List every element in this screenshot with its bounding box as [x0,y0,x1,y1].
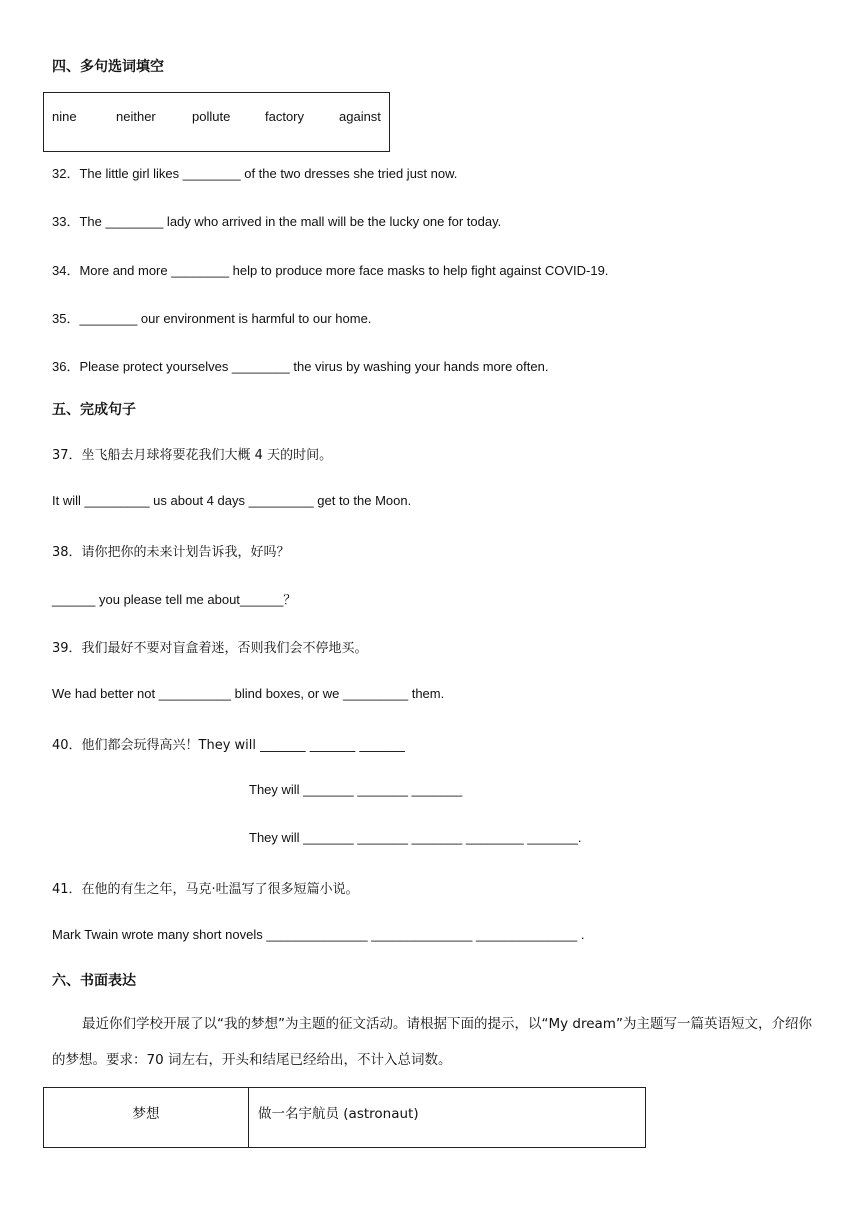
writing-instruction: 最近你们学校开展了以“我的梦想”为主题的征文活动。请根据下面的提示，以“My dream”为主题写一篇英语短文，介绍你的梦想。要求：70 词左右，开头和结尾已经给出，不计入总词数。 [52,1016,812,1068]
section-6-title: 六、书面表达 [52,973,136,989]
table-row [44,1088,646,1148]
question-40-line-1: 40．他们都会玩得高兴！They will _______ _______ _______ [52,738,405,753]
section-4-title: 四、多句选词填空 [52,59,164,75]
question-34: 34．More and more ________ help to produce more face masks to help fight against COVID-19. [52,263,609,278]
hint-value-cell: 做一名宇航员 (astronaut) [249,1088,646,1148]
word-bank-item: pollute [192,109,231,124]
question-38-chinese: 38．请你把你的未来计划告诉我，好吗？ [52,545,290,560]
question-37-english: It will _________ us about 4 days _________ get to the Moon. [52,493,412,508]
question-41-chinese: 41．在他的有生之年，马克·吐温写了很多短篇小说。 [52,882,359,897]
word-bank-box [43,92,390,152]
question-39-english: We had better not __________ blind boxes, or we _________ them. [52,686,445,701]
question-40-line-3: They will _______ _______ _______ ________ _______. [249,830,582,845]
question-39-chinese: 39．我们最好不要对盲盒着迷，否则我们会不停地买。 [52,641,368,656]
section-5-title: 五、完成句子 [52,402,136,418]
word-bank-item: nine [52,109,77,124]
question-36: 36．Please protect yourselves ________ the virus by washing your hands more often. [52,359,549,374]
hint-label-cell: 梦想 [44,1088,249,1148]
question-37-chinese: 37．坐飞船去月球将要花我们大概 4 天的时间。 [52,448,333,463]
question-32: 32．The little girl likes ________ of the two dresses she tried just now. [52,166,458,181]
question-33: 33．The ________ lady who arrived in the mall will be the lucky one for today. [52,214,502,229]
writing-hint-table [43,1087,646,1148]
word-bank-item: neither [116,109,156,124]
word-bank-item: against [339,109,381,124]
word-bank-item: factory [265,109,305,124]
question-35: 35．________ our environment is harmful to our home. [52,311,372,326]
question-40-line-2: They will _______ _______ _______ [249,782,463,797]
question-41-english: Mark Twain wrote many short novels ______________ ______________ ______________ . [52,927,585,942]
question-38-english: ______ you please tell me about______？ [52,592,297,607]
